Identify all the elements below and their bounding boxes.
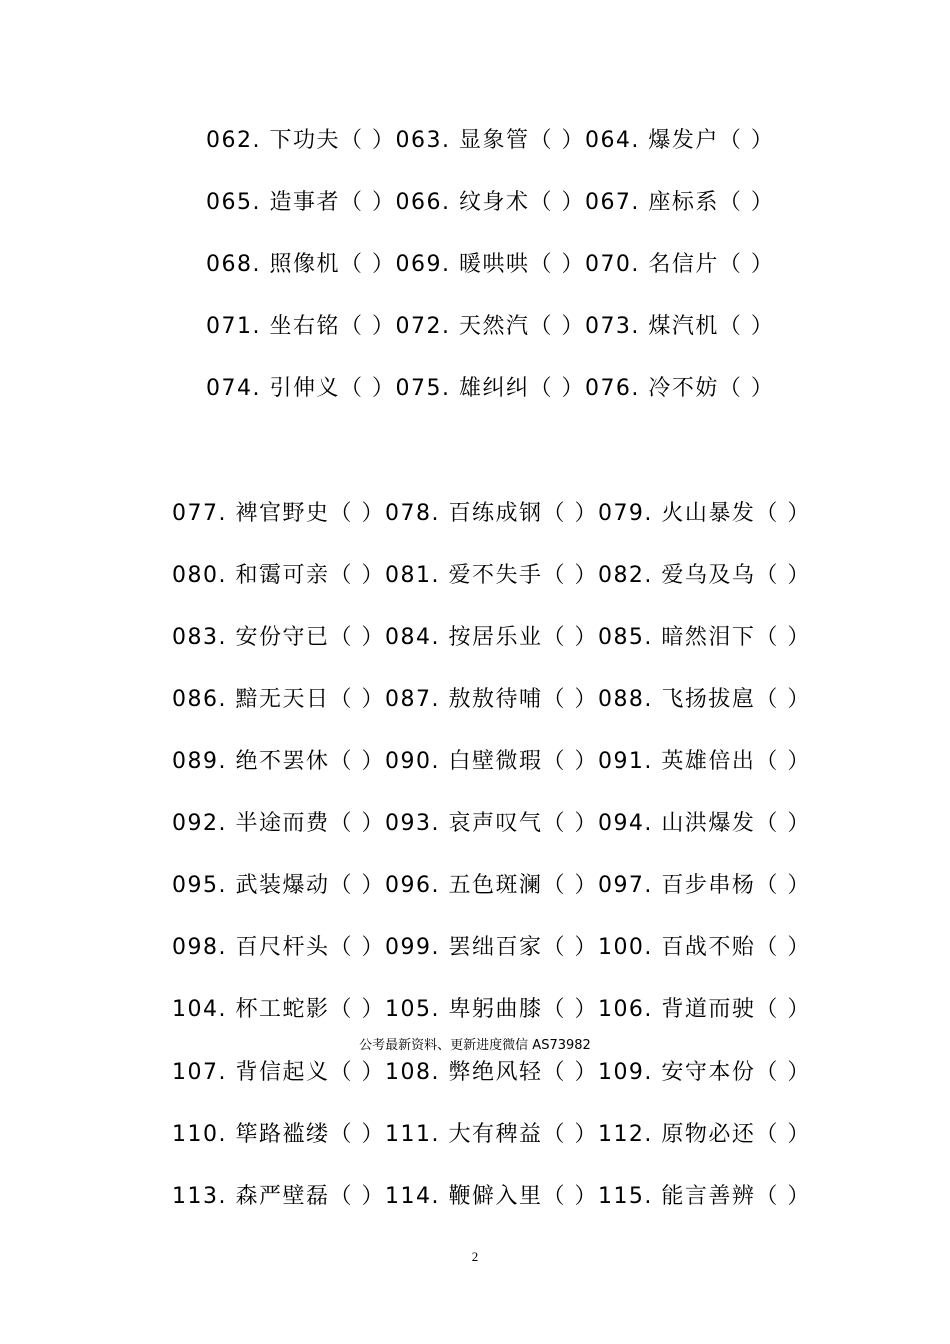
- question-row: 083. 安份守已（ ）084. 按居乐业（ ）085. 暗然泪下（ ）: [172, 625, 811, 650]
- question-row: 080. 和霭可亲（ ）081. 爱不失手（ ）082. 爱乌及乌（ ）: [172, 563, 811, 588]
- question-row: 104. 杯工蛇影（ ）105. 卑躬曲膝（ ）106. 背道而驶（ ）: [172, 997, 811, 1022]
- question-row: 062. 下功夫（ ）063. 显象管（ ）064. 爆发户（ ）: [206, 128, 775, 153]
- question-row: 089. 绝不罢休（ ）090. 白壁微瑕（ ）091. 英雄倍出（ ）: [172, 749, 811, 774]
- question-row: 077. 裨官野史（ ）078. 百练成钢（ ）079. 火山暴发（ ）: [172, 501, 811, 526]
- question-row: 113. 森严壁磊（ ）114. 鞭僻入里（ ）115. 能言善辨（ ）: [172, 1184, 811, 1209]
- watermark-text: 公考最新资料、更新进度微信 AS73982: [359, 1038, 591, 1053]
- question-row: 086. 黯无天日（ ）087. 敖敖待哺（ ）088. 飞扬拔扈（ ）: [172, 687, 811, 712]
- question-row: 107. 背信起义（ ）108. 弊绝风轻（ ）109. 安守本份（ ）: [172, 1060, 811, 1085]
- question-row: 110. 筚路褴缕（ ）111. 大有稗益（ ）112. 原物必还（ ）: [172, 1122, 811, 1147]
- question-row: 074. 引伸义（ ）075. 雄纠纠（ ）076. 冷不妨（ ）: [206, 376, 775, 401]
- question-row: 071. 坐右铭（ ）072. 天然汽（ ）073. 煤汽机（ ）: [206, 314, 775, 339]
- question-row: 092. 半途而费（ ）093. 哀声叹气（ ）094. 山洪爆发（ ）: [172, 811, 811, 836]
- page-number: 2: [471, 1249, 479, 1264]
- question-row: 095. 武装爆动（ ）096. 五色斑澜（ ）097. 百步串杨（ ）: [172, 873, 811, 898]
- question-row: 068. 照像机（ ）069. 暖哄哄（ ）070. 名信片（ ）: [206, 252, 775, 277]
- question-row: 065. 造事者（ ）066. 纹身术（ ）067. 座标系（ ）: [206, 190, 775, 215]
- question-row: 098. 百尺杆头（ ）099. 罢绌百家（ ）100. 百战不贻（ ）: [172, 935, 811, 960]
